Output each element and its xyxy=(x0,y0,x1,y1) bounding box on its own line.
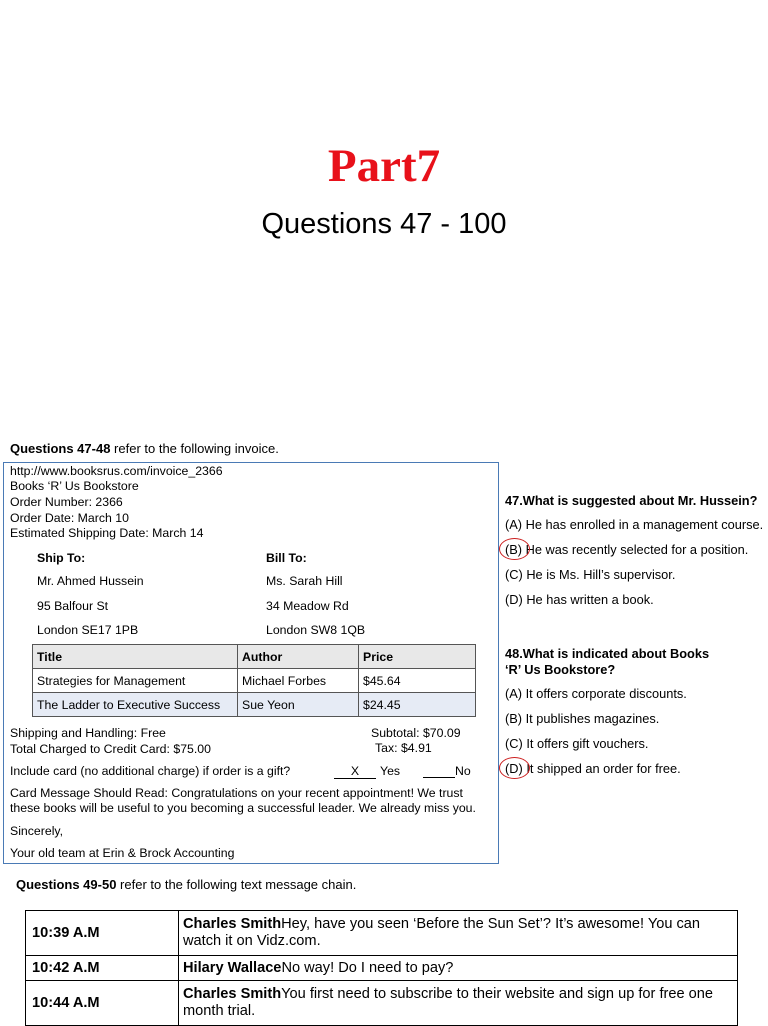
message-chain-table xyxy=(25,910,738,1026)
heading-rest: refer to the following invoice. xyxy=(110,441,279,456)
book-author: Sue Yeon xyxy=(238,693,359,717)
ship-to-city: London SE17 1PB xyxy=(37,623,139,637)
message-time: 10:44 A.M xyxy=(26,981,179,1026)
gift-question: Include card (no additional charge) if order is a gift? xyxy=(10,764,291,778)
book-price: $45.64 xyxy=(359,669,476,693)
shipping-date: Estimated Shipping Date: March 14 xyxy=(10,526,204,540)
table-row xyxy=(33,693,476,717)
q47-option-c: (C) He is Ms. Hill’s supervisor. xyxy=(505,567,676,582)
books-table xyxy=(32,644,476,717)
book-title: Strategies for Management xyxy=(33,669,238,693)
message-sender: Hilary Wallace xyxy=(183,959,282,976)
book-title: The Ladder to Executive Success xyxy=(33,693,238,717)
heading-bold: Questions 49-50 xyxy=(16,877,117,892)
ship-to-name: Mr. Ahmed Hussein xyxy=(37,574,144,588)
answer-circle-q48 xyxy=(499,757,530,779)
q47-option-b: (B) He was recently selected for a position. xyxy=(505,542,749,557)
card-message-line-1: Card Message Should Read: Congratulations on your recent appointment! We trust xyxy=(10,786,463,800)
message-text: No way! Do I need to pay? xyxy=(281,959,454,976)
book-price: $24.45 xyxy=(359,693,476,717)
message-time: 10:39 A.M xyxy=(26,911,179,956)
ship-to-label: Ship To: xyxy=(37,551,86,565)
ship-to-street: 95 Balfour St xyxy=(37,599,109,613)
q48-option-b: (B) It publishes magazines. xyxy=(505,711,660,726)
signature: Your old team at Erin & Brock Accounting xyxy=(10,846,235,860)
message-row xyxy=(26,911,738,956)
message-row xyxy=(26,956,738,981)
message-text: Hey, have you seen ‘Before the Sun Set’? It’s awesome! You can watch it on Vidz.com. xyxy=(183,916,701,949)
q47-question: 47.What is suggested about Mr. Hussein? xyxy=(505,493,758,508)
q48-option-d: (D) It shipped an order for free. xyxy=(505,761,681,776)
message-content xyxy=(179,981,738,1026)
q48-question-line-1: 48.What is indicated about Books xyxy=(505,646,710,661)
store-name: Books ‘R’ Us Bookstore xyxy=(10,479,139,493)
col-author-header: Author xyxy=(238,645,359,669)
q47-option-d: (D) He has written a book. xyxy=(505,592,654,607)
bill-to-street: 34 Meadow Rd xyxy=(266,599,349,613)
heading-rest: refer to the following text message chain. xyxy=(116,877,357,892)
subtotal: Subtotal: $70.09 xyxy=(371,726,461,740)
bill-to-name: Ms. Sarah Hill xyxy=(266,574,343,588)
total-charged: Total Charged to Credit Card: $75.00 xyxy=(10,742,211,756)
q48-question-line-2: ‘R’ Us Bookstore? xyxy=(505,662,616,677)
message-content xyxy=(179,956,738,981)
message-time: 10:42 A.M xyxy=(26,956,179,981)
card-message-line-2: these books will be useful to you becoming a successful leader. We already miss you. xyxy=(10,801,476,815)
questions-range-subtitle: Questions 47 - 100 xyxy=(261,208,507,240)
bill-to-label: Bill To: xyxy=(266,551,307,565)
gift-no-label: No xyxy=(455,764,471,778)
heading-bold: Questions 47-48 xyxy=(10,441,111,456)
col-price-header: Price xyxy=(359,645,476,669)
messages-questions-heading xyxy=(16,877,356,893)
tax: Tax: $4.91 xyxy=(375,741,432,755)
q47-option-a: (A) He has enrolled in a management course. xyxy=(505,517,764,532)
message-text: You first need to subscribe to their website and sign up for free one month trial. xyxy=(183,986,714,1019)
shipping-handling: Shipping and Handling: Free xyxy=(10,726,166,740)
q48-option-a: (A) It offers corporate discounts. xyxy=(505,686,687,701)
order-date: Order Date: March 10 xyxy=(10,511,129,525)
message-row xyxy=(26,981,738,1026)
message-sender: Charles Smith xyxy=(183,916,282,932)
q48-option-c: (C) It offers gift vouchers. xyxy=(505,736,649,751)
invoice-questions-heading xyxy=(10,441,279,457)
invoice-box xyxy=(3,462,499,864)
table-row xyxy=(33,669,476,693)
gift-yes-mark: X xyxy=(350,764,360,778)
invoice-url: http://www.booksrus.com/invoice_2366 xyxy=(10,464,223,478)
message-content xyxy=(179,911,738,956)
answer-circle-q47 xyxy=(499,538,530,560)
gift-yes-label: Yes xyxy=(380,764,401,778)
order-number: Order Number: 2366 xyxy=(10,495,123,509)
part-title: Part7 xyxy=(327,140,441,192)
message-sender: Charles Smith xyxy=(183,986,282,1002)
gift-yes-blank xyxy=(334,764,376,779)
book-author: Michael Forbes xyxy=(238,669,359,693)
col-title-header: Title xyxy=(33,645,238,669)
table-header-row xyxy=(33,645,476,669)
closing: Sincerely, xyxy=(10,824,64,838)
gift-no-blank xyxy=(423,777,455,778)
bill-to-city: London SW8 1QB xyxy=(266,623,366,637)
